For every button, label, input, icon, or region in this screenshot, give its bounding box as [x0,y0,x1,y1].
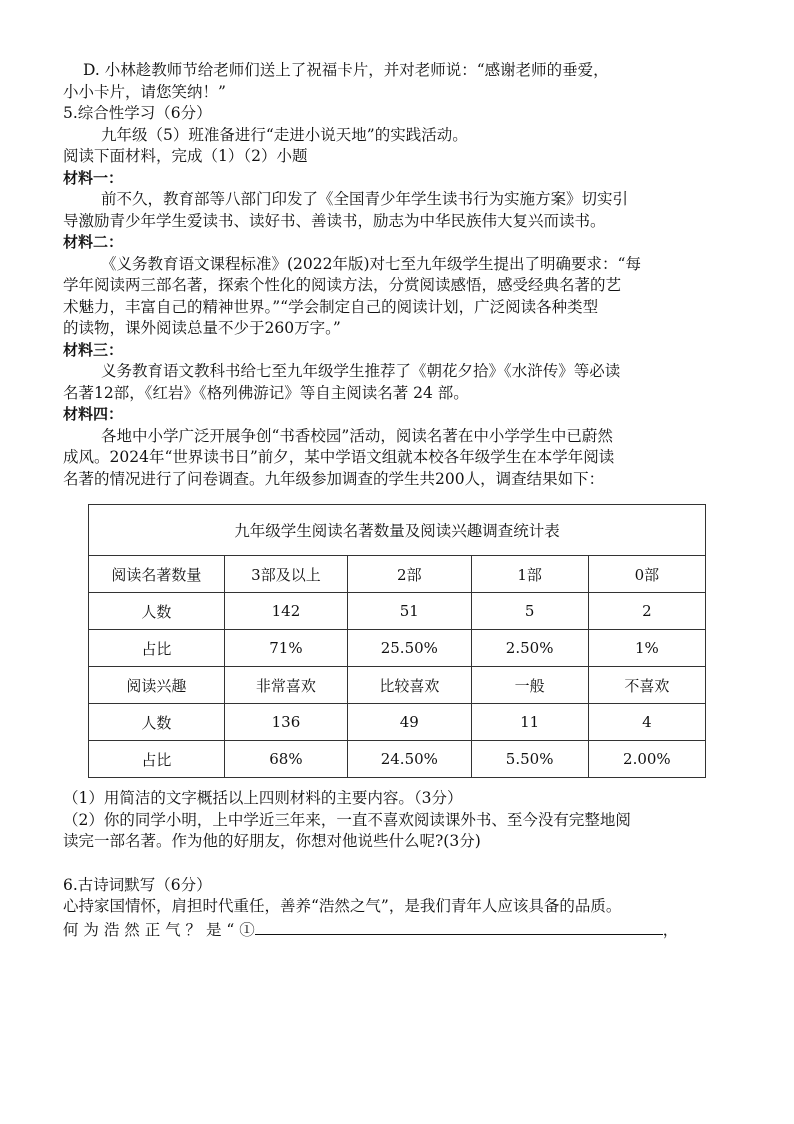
table-cell: 占比 [89,741,225,778]
table-cell: 2 [588,593,705,630]
material-1-line: 导激励青少年学生爱读书、读好书、善读书，励志为中华民族伟大复兴而读书。 [63,211,606,230]
q6-line2-suffix: ， [662,920,679,939]
q5-instruction: 阅读下面材料，完成（1）（2）小题 [63,147,308,165]
table-row [89,704,706,741]
table-cell: 阅读名著数量 [89,556,225,593]
sub-question-2-line1: （2）你的同学小明，上中学近三年来，一直不喜欢阅读课外书、至今没有完整地阅 [63,810,631,829]
material-4-line: 各地中小学广泛开展争创“书香校园”活动，阅读名著在中小学学生中已蔚然 [101,426,613,445]
table-cell: 人数 [89,593,225,630]
table-cell: 占比 [89,630,225,667]
material-2-line: 《义务教育语文课程标准》(2022年版)对七至九年级学生提出了明确要求：“每 [101,254,641,273]
q6-line2 [63,918,733,942]
table-cell: 49 [348,704,471,741]
table-cell: 一般 [471,667,588,704]
table-cell: 0部 [588,556,705,593]
table-cell: 71% [224,630,347,667]
table-cell: 不喜欢 [588,667,705,704]
table-cell: 1% [588,630,705,667]
table-cell: 比较喜欢 [348,667,471,704]
table-cell: 4 [588,704,705,741]
table-cell: 3部及以上 [224,556,347,593]
table-row [89,630,706,667]
material-2-line: 的读物，课外阅读总量不少于260万字。” [63,319,341,337]
table-cell: 2部 [348,556,471,593]
q6-line1: 心持家国情怀，肩担时代重任，善养“浩然之气”，是我们青年人应该具备的品质。 [63,897,622,915]
material-2-line: 术魅力，丰富自己的精神世界。”“学会制定自己的阅读计划，广泛阅读各种类型 [63,297,599,316]
material-3-line: 名著12部，《红岩》《格列佛游记》等自主阅读名著 24 部。 [63,383,469,402]
survey-table [88,504,706,778]
material-1-line: 前不久，教育部等八部门印发了《全国青少年学生读书行为实施方案》切实引 [101,190,629,208]
option-d-line1: D. 小林趁教师节给老师们送上了祝福卡片，并对老师说：“感谢老师的垂爱， [83,61,609,79]
sub-question-1: （1）用简洁的文字概括以上四则材料的主要内容。（3分） [63,789,463,807]
q5-intro: 九年级（5）班准备进行“走进小说天地”的实践活动。 [101,125,468,144]
table-cell: 2.00% [588,741,705,778]
q6-title: 6.古诗词默写（6分） [63,875,212,894]
material-4-line: 成风。2024年“世界读书日”前夕，某中学语文组就本校各年级学生在本学年阅读 [63,448,615,466]
material-2-line: 学年阅读两三部名著，探索个性化的阅读方法，分赏阅读感悟，感受经典名著的艺 [63,276,622,294]
table-cell: 51 [348,593,471,630]
table-title: 九年级学生阅读名著数量及阅读兴趣调查统计表 [89,505,706,556]
material-4-line: 名著的情况进行了问卷调查。九年级参加调查的学生共200人，调查结果如下： [63,469,605,488]
material-2-label: 材料二： [63,233,124,251]
material-3-line: 义务教育语文教科书给七至九年级学生推荐了《朝花夕拾》《水浒传》等必读 [101,362,621,380]
exam-page [63,60,733,941]
material-1-label: 材料一： [63,168,124,187]
table-cell: 1部 [471,556,588,593]
table-cell: 11 [471,704,588,741]
material-4-label: 材料四： [63,405,124,423]
sub-question-2-line2: 读完一部名著。作为他的好朋友，你想对他说些什么呢?(3分) [63,832,481,850]
q5-title: 5.综合性学习（6分） [63,104,212,122]
table-cell: 142 [224,593,347,630]
table-cell: 阅读兴趣 [89,667,225,704]
answer-blank-1[interactable] [255,918,663,935]
table-cell: 24.50% [348,741,471,778]
table-cell: 136 [224,704,347,741]
material-3-label: 材料三： [63,340,124,359]
table-cell: 5 [471,593,588,630]
option-d-line2: 小小卡片，请您笑纳！” [63,82,226,101]
table-cell: 25.50% [348,630,471,667]
table-cell: 68% [224,741,347,778]
table-row [89,556,706,593]
table-cell: 2.50% [471,630,588,667]
table-cell: 人数 [89,704,225,741]
table-cell: 5.50% [471,741,588,778]
q6-line2-prefix: 何 为 浩 然 正 气 ？ 是 “ ① [63,920,255,939]
table-row [89,741,706,778]
table-cell: 非常喜欢 [224,667,347,704]
table-row [89,667,706,704]
table-row [89,593,706,630]
